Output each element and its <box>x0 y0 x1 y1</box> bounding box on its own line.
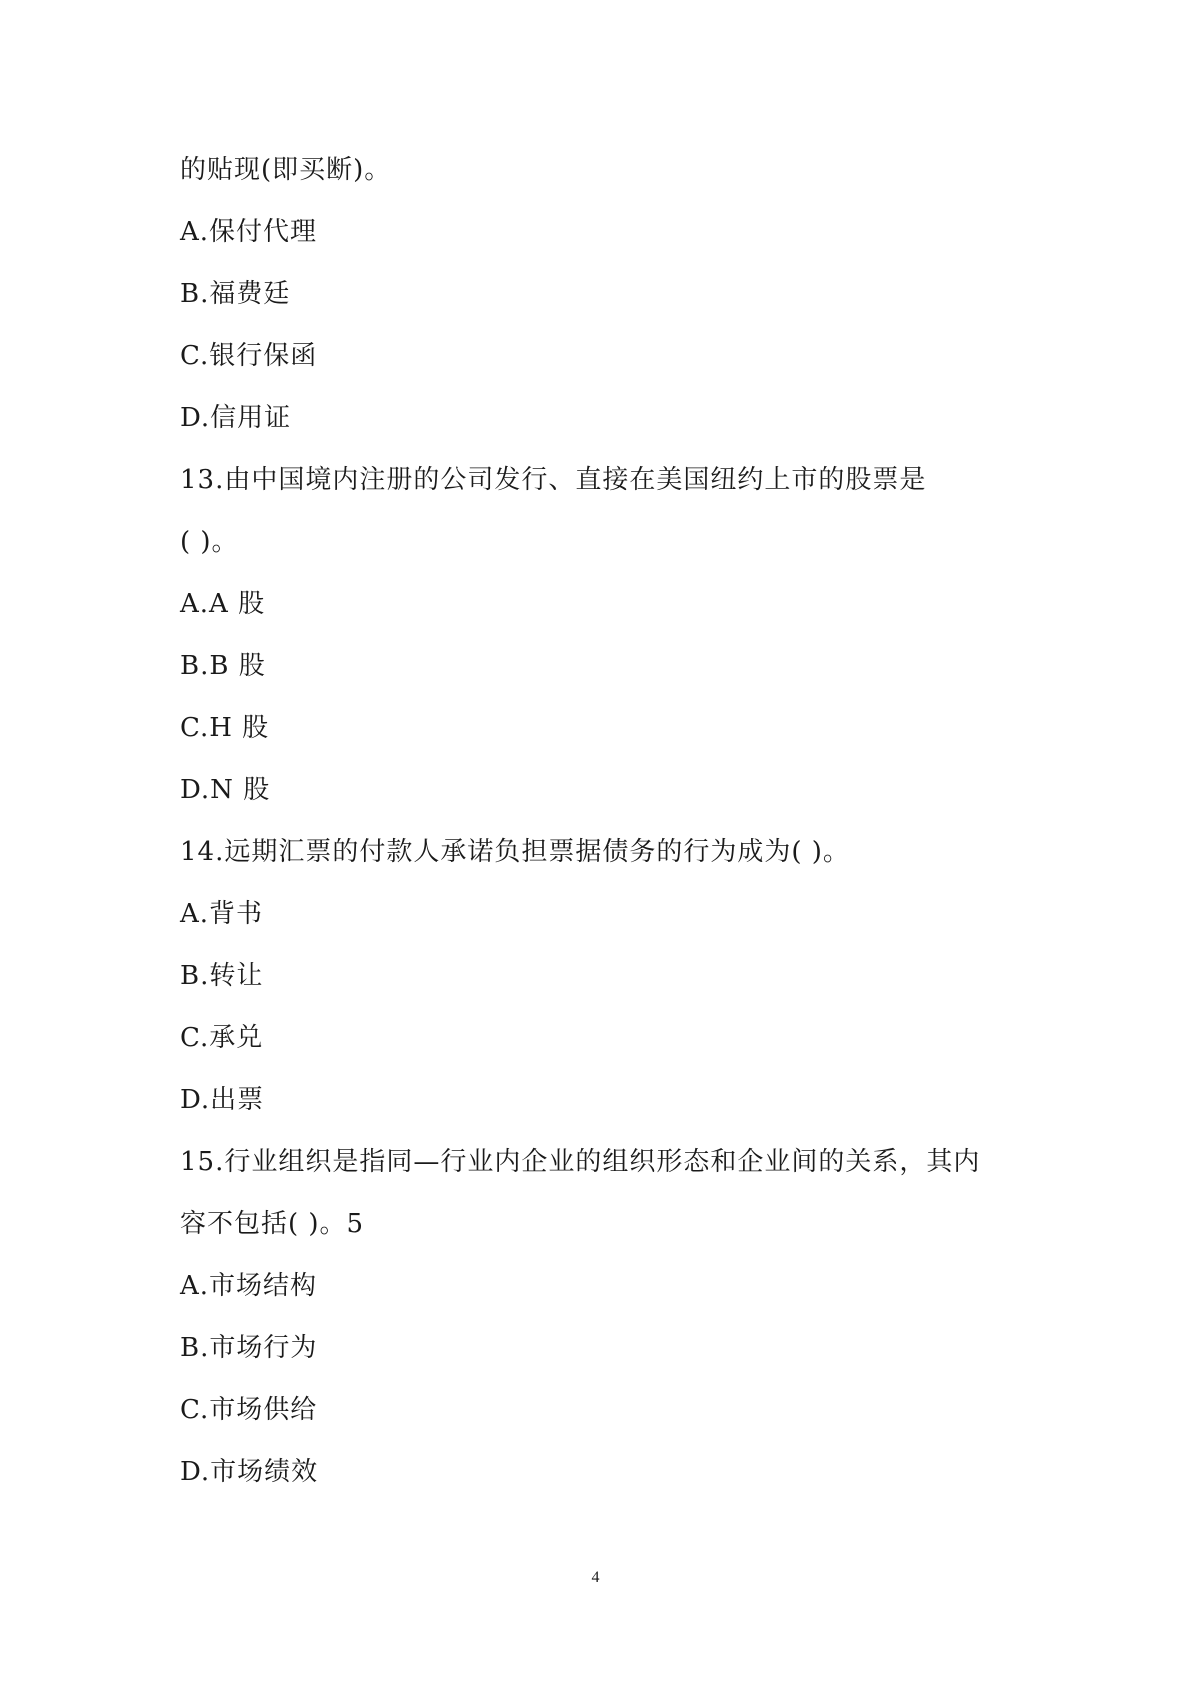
option-a: A.背书 <box>180 899 264 929</box>
question-15-text-cont: 容不包括( )。5 <box>180 1209 365 1239</box>
option-d: D.市场绩效 <box>180 1457 319 1487</box>
question-12-continuation: 的贴现(即买断)。 <box>180 155 392 185</box>
option-c: C.H 股 <box>180 713 270 743</box>
option-a: A.保付代理 <box>180 217 318 247</box>
option-b: B.B 股 <box>180 651 266 681</box>
option-b: B.福费廷 <box>180 279 291 309</box>
option-b: B.市场行为 <box>180 1333 318 1363</box>
option-c: C.承兑 <box>180 1023 264 1053</box>
question-14-text: 14.远期汇票的付款人承诺负担票据债务的行为成为( )。 <box>180 837 850 867</box>
question-13-text-cont: ( )。 <box>180 527 239 557</box>
option-c: C.市场供给 <box>180 1395 318 1425</box>
option-a: A.A 股 <box>180 589 266 619</box>
option-a: A.市场结构 <box>180 1271 318 1301</box>
option-d: D.N 股 <box>180 775 271 805</box>
option-d: D.出票 <box>180 1085 265 1115</box>
option-d: D.信用证 <box>180 403 292 433</box>
question-13-text: 13.由中国境内注册的公司发行、直接在美国纽约上市的股票是 <box>180 465 927 495</box>
question-15-text: 15.行业组织是指同—行业内企业的组织形态和企业间的关系，其内 <box>180 1147 981 1177</box>
page-number: 4 <box>591 1569 600 1586</box>
option-c: C.银行保函 <box>180 341 318 371</box>
option-b: B.转让 <box>180 961 264 991</box>
